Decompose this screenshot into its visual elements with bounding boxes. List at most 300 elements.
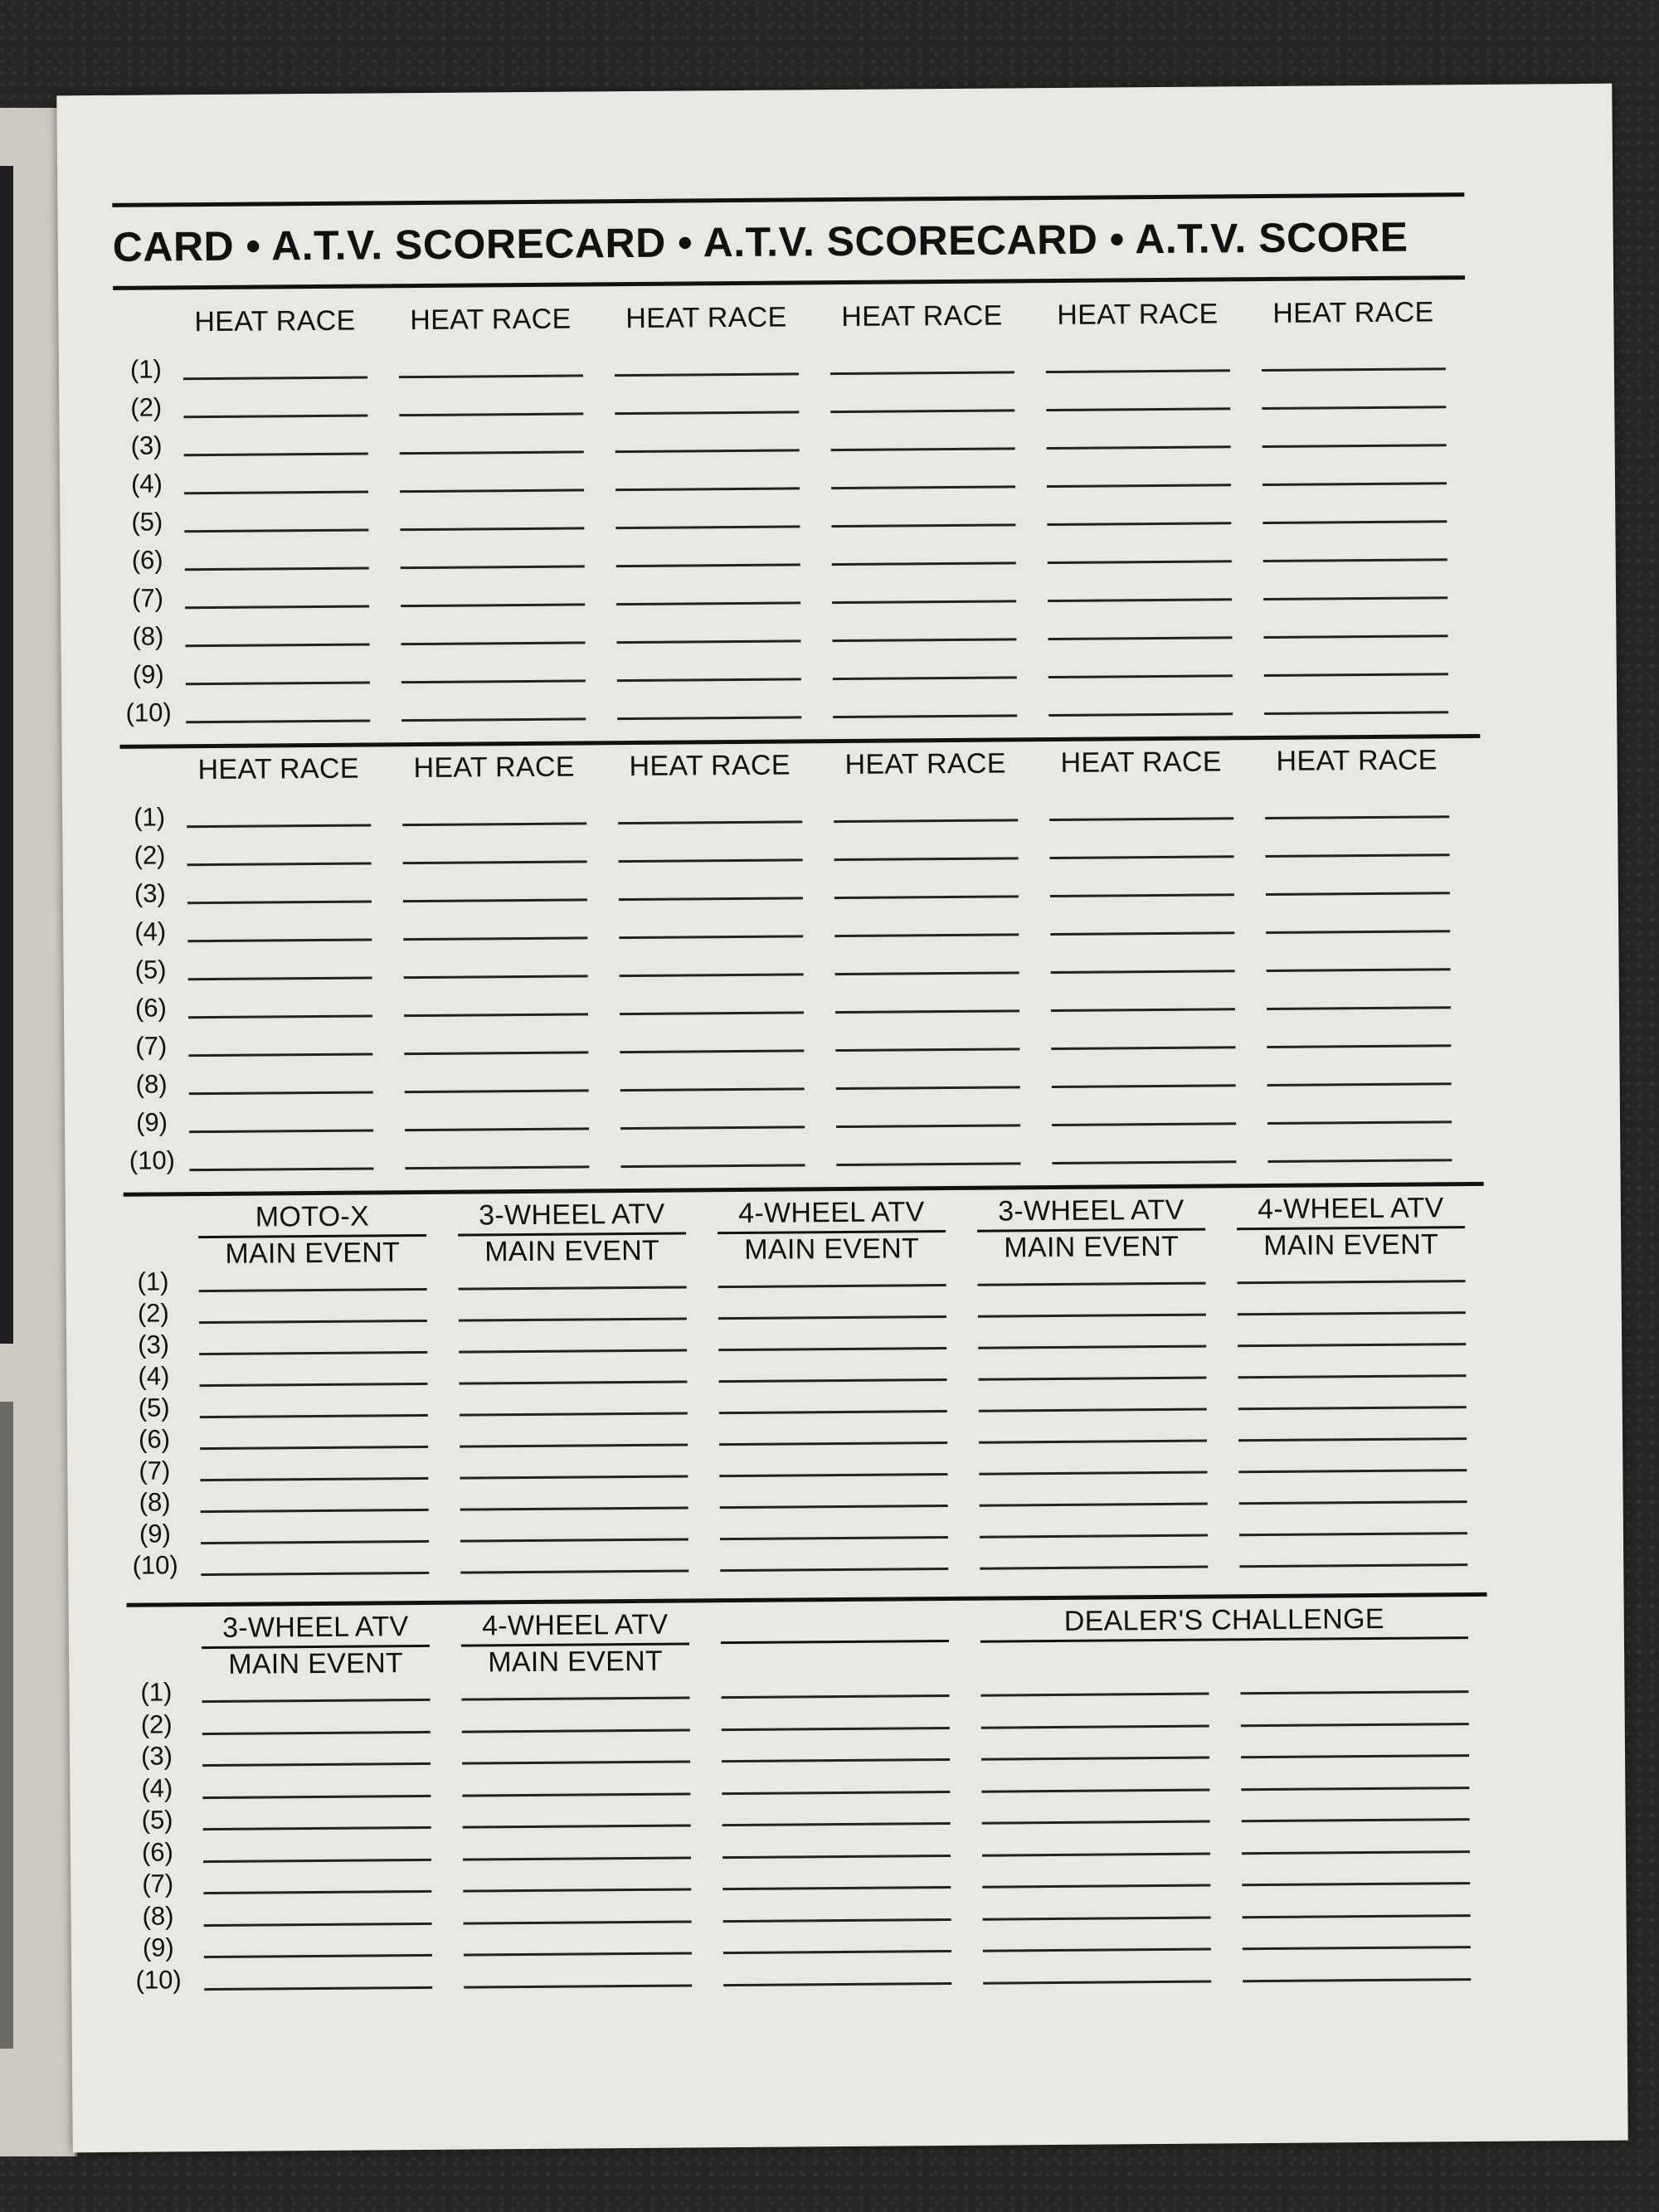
entry-line[interactable] xyxy=(199,1351,427,1355)
entry-line[interactable] xyxy=(185,605,369,609)
column-3-1 xyxy=(198,1200,430,1608)
row-number: (4) xyxy=(130,469,163,498)
entry-line[interactable] xyxy=(619,858,803,863)
entry-line[interactable] xyxy=(189,1129,373,1133)
entry-line[interactable] xyxy=(720,1536,948,1540)
entry-line[interactable] xyxy=(189,1167,373,1171)
entry-line[interactable] xyxy=(1263,634,1447,639)
entry-line[interactable] xyxy=(400,489,584,493)
column-title: HEAT RACE xyxy=(629,749,791,783)
entry-line[interactable] xyxy=(618,820,802,824)
entry-line[interactable] xyxy=(1266,853,1450,858)
entry-line[interactable] xyxy=(722,1758,950,1762)
entry-line[interactable] xyxy=(463,1856,691,1860)
entry-line[interactable] xyxy=(405,1089,589,1093)
entry-line[interactable] xyxy=(979,1471,1207,1475)
entry-line[interactable] xyxy=(204,1986,432,1990)
column-2-4 xyxy=(834,747,1021,1205)
column-title: DEALER'S CHALLENGE xyxy=(980,1602,1468,1643)
row-number: (2) xyxy=(140,1709,173,1739)
entry-line[interactable] xyxy=(399,412,583,416)
entry-line[interactable] xyxy=(834,933,1019,937)
entry-line[interactable] xyxy=(723,1981,951,1986)
entry-line[interactable] xyxy=(460,1475,688,1479)
entry-line[interactable] xyxy=(723,1950,951,1954)
entry-line[interactable] xyxy=(1267,1121,1452,1125)
entry-line[interactable] xyxy=(1239,1563,1467,1568)
entry-line[interactable] xyxy=(617,716,801,720)
column-title: HEAT RACE xyxy=(625,301,787,335)
column-title: 3-WHEEL ATV xyxy=(202,1611,430,1649)
entry-line[interactable] xyxy=(718,1378,946,1383)
entry-line[interactable] xyxy=(183,376,367,380)
entry-line[interactable] xyxy=(835,1048,1019,1052)
entry-line[interactable] xyxy=(720,1568,948,1572)
column-title: 3-WHEEL ATV xyxy=(458,1198,686,1236)
entry-line[interactable] xyxy=(836,1162,1020,1166)
entry-line[interactable] xyxy=(833,676,1017,680)
entry-line[interactable] xyxy=(615,372,799,377)
entry-line[interactable] xyxy=(201,1572,429,1576)
entry-line[interactable] xyxy=(1238,1406,1467,1410)
entry-line[interactable] xyxy=(183,414,367,418)
entry-line[interactable] xyxy=(400,527,584,531)
entry-line[interactable] xyxy=(400,450,584,455)
entry-line[interactable] xyxy=(615,525,800,529)
row-number: (4) xyxy=(141,1772,173,1803)
entry-line[interactable] xyxy=(1262,367,1446,372)
entry-line[interactable] xyxy=(1048,598,1232,602)
column-title: 4-WHEEL ATV xyxy=(718,1196,946,1234)
entry-line[interactable] xyxy=(1241,1787,1469,1791)
entry-line[interactable] xyxy=(722,1791,950,1795)
entry-line[interactable] xyxy=(464,1984,692,1988)
entry-line[interactable] xyxy=(185,643,369,647)
entry-line[interactable] xyxy=(983,1916,1211,1920)
entry-line[interactable] xyxy=(459,1349,687,1353)
entry-line[interactable] xyxy=(620,1011,804,1015)
column-title: MOTO-X xyxy=(198,1200,426,1238)
entry-line[interactable] xyxy=(1267,1159,1452,1163)
entry-line[interactable] xyxy=(722,1855,951,1859)
entry-line[interactable] xyxy=(202,1699,430,1703)
entry-line[interactable] xyxy=(1050,931,1234,936)
column-title: MAIN EVENT xyxy=(484,1234,660,1268)
entry-line[interactable] xyxy=(1242,1882,1470,1886)
entry-line[interactable] xyxy=(981,1788,1209,1792)
entry-line[interactable] xyxy=(184,452,368,456)
column-title: HEAT RACE xyxy=(844,747,1006,780)
entry-line[interactable] xyxy=(1052,1084,1236,1088)
row-number: (2) xyxy=(130,392,163,422)
entry-line[interactable] xyxy=(1239,1532,1467,1536)
entry-line[interactable] xyxy=(1049,817,1233,821)
entry-line[interactable] xyxy=(203,1858,431,1862)
row-number: (9) xyxy=(132,659,164,689)
entry-line[interactable] xyxy=(720,1505,948,1509)
entry-line[interactable] xyxy=(620,1125,805,1130)
entry-line[interactable] xyxy=(836,1124,1020,1128)
row-number: (1) xyxy=(129,354,162,384)
entry-line[interactable] xyxy=(201,1540,429,1544)
entry-line[interactable] xyxy=(405,1127,589,1131)
entry-line[interactable] xyxy=(718,1315,946,1320)
entry-line[interactable] xyxy=(1267,1006,1451,1010)
entry-line[interactable] xyxy=(617,678,801,682)
entry-line[interactable] xyxy=(1240,1690,1468,1694)
entry-line[interactable] xyxy=(834,895,1019,899)
entry-line[interactable] xyxy=(1262,444,1447,448)
column-title: MAIN EVENT xyxy=(744,1232,920,1266)
entry-line[interactable] xyxy=(1241,1723,1469,1727)
entry-line[interactable] xyxy=(402,822,586,826)
entry-line[interactable] xyxy=(1046,407,1230,411)
entry-line[interactable] xyxy=(620,1164,805,1168)
column-title: HEAT RACE xyxy=(197,752,359,786)
column-title: MAIN EVENT xyxy=(225,1237,401,1270)
entry-line[interactable] xyxy=(1051,1008,1235,1012)
entry-line[interactable] xyxy=(616,601,800,605)
facing-page-grey-image xyxy=(0,1402,13,2049)
entry-line[interactable] xyxy=(832,600,1016,604)
entry-line[interactable] xyxy=(719,1473,947,1477)
entry-line[interactable] xyxy=(201,1509,429,1513)
entry-line[interactable] xyxy=(1048,712,1233,717)
entry-line[interactable] xyxy=(1243,1946,1471,1950)
entry-line[interactable] xyxy=(460,1412,688,1416)
entry-line[interactable] xyxy=(978,1314,1206,1318)
entry-line[interactable] xyxy=(464,1920,692,1924)
column-3-3 xyxy=(718,1196,949,1604)
column-4-3 xyxy=(721,1607,952,2019)
column-title: MAIN EVENT xyxy=(228,1647,404,1680)
row-number: (6) xyxy=(141,1836,173,1867)
entry-line[interactable] xyxy=(979,1408,1207,1412)
entry-line[interactable] xyxy=(1050,855,1234,859)
entry-line[interactable] xyxy=(459,1286,687,1290)
row-number: (4) xyxy=(134,916,167,946)
entry-line[interactable] xyxy=(404,1051,588,1055)
entry-line[interactable] xyxy=(1263,558,1447,562)
entry-line[interactable] xyxy=(185,566,369,571)
entry-line[interactable] xyxy=(462,1760,690,1764)
row-number: (5) xyxy=(138,1393,170,1422)
entry-line[interactable] xyxy=(187,938,372,942)
entry-line[interactable] xyxy=(459,1317,687,1321)
entry-line[interactable] xyxy=(978,1282,1206,1286)
row-number: (3) xyxy=(130,430,163,460)
row-number: (3) xyxy=(140,1741,173,1771)
entry-line[interactable] xyxy=(1047,484,1231,488)
entry-line[interactable] xyxy=(1267,968,1451,972)
entry-line[interactable] xyxy=(399,374,583,378)
entry-line[interactable] xyxy=(203,1826,431,1830)
entry-line[interactable] xyxy=(619,897,803,901)
entry-line[interactable] xyxy=(462,1792,690,1796)
row-number: (10) xyxy=(132,1550,178,1580)
entry-line[interactable] xyxy=(615,411,799,415)
entry-line[interactable] xyxy=(189,1091,373,1095)
entry-line[interactable] xyxy=(204,1954,432,1958)
entry-line[interactable] xyxy=(460,1538,688,1542)
entry-line[interactable] xyxy=(460,1443,688,1447)
entry-line[interactable] xyxy=(981,1757,1209,1761)
entry-line[interactable] xyxy=(202,1730,431,1734)
row-number: (7) xyxy=(142,1869,174,1898)
entry-line[interactable] xyxy=(404,1013,588,1017)
entry-line[interactable] xyxy=(836,1086,1020,1090)
header-bottom-rule xyxy=(113,275,1465,290)
entry-line[interactable] xyxy=(462,1728,690,1733)
entry-line[interactable] xyxy=(1048,674,1233,678)
entry-line[interactable] xyxy=(1243,1978,1471,1982)
entry-line[interactable] xyxy=(204,1922,432,1926)
entry-line[interactable] xyxy=(184,490,368,494)
entry-line[interactable] xyxy=(619,935,803,939)
row-number: (10) xyxy=(129,1145,176,1175)
column-title: HEAT RACE xyxy=(1276,744,1438,777)
entry-line[interactable] xyxy=(403,898,587,902)
entry-line[interactable] xyxy=(401,565,585,569)
column-title: 4-WHEEL ATV xyxy=(461,1608,689,1646)
entry-line[interactable] xyxy=(1052,1122,1236,1126)
entry-line[interactable] xyxy=(620,1087,805,1091)
entry-line[interactable] xyxy=(1048,560,1232,564)
entry-line[interactable] xyxy=(982,1852,1210,1856)
entry-line[interactable] xyxy=(834,857,1019,861)
entry-line[interactable] xyxy=(979,1440,1207,1444)
row-number: (1) xyxy=(137,1266,169,1296)
entry-line[interactable] xyxy=(832,638,1016,642)
entry-line[interactable] xyxy=(1239,1500,1467,1505)
entry-line[interactable] xyxy=(620,973,804,977)
entry-line[interactable] xyxy=(1051,1046,1235,1050)
column-3-4 xyxy=(977,1194,1209,1602)
header-top-rule xyxy=(112,192,1464,207)
row-number: (8) xyxy=(135,1069,168,1099)
column-1-2 xyxy=(398,303,586,761)
row-number: (1) xyxy=(140,1677,173,1707)
entry-line[interactable] xyxy=(464,1952,692,1956)
entry-line[interactable] xyxy=(202,1762,431,1767)
column-1-3 xyxy=(614,301,801,759)
entry-line[interactable] xyxy=(463,1824,691,1828)
entry-line[interactable] xyxy=(830,371,1014,375)
row-number: (5) xyxy=(131,507,163,537)
column-title: HEAT RACE xyxy=(1060,746,1222,779)
entry-line[interactable] xyxy=(401,679,586,683)
entry-line[interactable] xyxy=(188,1014,372,1018)
entry-line[interactable] xyxy=(1050,893,1234,897)
section-2 xyxy=(120,744,1484,1219)
row-number: (6) xyxy=(138,1424,171,1454)
entry-line[interactable] xyxy=(463,1888,691,1892)
entry-line[interactable] xyxy=(830,409,1014,413)
entry-line[interactable] xyxy=(978,1345,1206,1349)
column-3-5 xyxy=(1237,1192,1468,1600)
row-number: (6) xyxy=(134,993,168,1023)
entry-line[interactable] xyxy=(403,936,587,941)
entry-line[interactable] xyxy=(980,1503,1208,1507)
column-title: HEAT RACE xyxy=(1057,298,1219,331)
column-title: 4-WHEEL ATV xyxy=(1237,1192,1465,1230)
entry-line[interactable] xyxy=(187,824,371,828)
row-number: (6) xyxy=(131,545,163,575)
entry-line[interactable] xyxy=(980,1534,1208,1539)
column-title: HEAT RACE xyxy=(413,751,575,785)
row-number: (9) xyxy=(135,1107,168,1137)
entry-line[interactable] xyxy=(722,1822,951,1826)
entry-line[interactable] xyxy=(718,1347,946,1351)
entry-line[interactable] xyxy=(1262,520,1447,524)
entry-line[interactable] xyxy=(199,1320,427,1324)
entry-line[interactable] xyxy=(1264,673,1448,677)
row-number: (10) xyxy=(125,698,172,727)
entry-line[interactable] xyxy=(187,862,372,866)
entry-line[interactable] xyxy=(1265,815,1449,819)
entry-line[interactable] xyxy=(723,1918,951,1923)
entry-line[interactable] xyxy=(202,1794,431,1798)
entry-line[interactable] xyxy=(834,819,1018,823)
row-number: (1) xyxy=(134,802,166,832)
entry-line[interactable] xyxy=(719,1410,947,1414)
row-number: (7) xyxy=(135,1031,168,1061)
row-number: (8) xyxy=(142,1900,174,1931)
entry-line[interactable] xyxy=(1047,445,1231,450)
entry-line[interactable] xyxy=(200,1477,428,1481)
entry-line[interactable] xyxy=(404,975,588,979)
entry-line[interactable] xyxy=(1238,1311,1466,1315)
entry-line[interactable] xyxy=(1241,1754,1469,1758)
entry-line[interactable] xyxy=(831,447,1015,451)
entry-line[interactable] xyxy=(1267,1044,1451,1048)
entry-line[interactable] xyxy=(832,562,1016,566)
entry-line[interactable] xyxy=(1238,1343,1466,1347)
entry-line[interactable] xyxy=(184,528,368,532)
section-3 xyxy=(124,1192,1487,1617)
entry-line[interactable] xyxy=(833,714,1017,718)
entry-line[interactable] xyxy=(835,1009,1019,1014)
entry-line[interactable] xyxy=(200,1446,428,1450)
column-3-2 xyxy=(458,1198,689,1606)
entry-line[interactable] xyxy=(1243,1914,1471,1918)
entry-line[interactable] xyxy=(1051,970,1235,974)
column-1-6 xyxy=(1261,296,1448,754)
entry-line[interactable] xyxy=(722,1886,951,1890)
entry-line[interactable] xyxy=(200,1414,428,1418)
entry-line[interactable] xyxy=(1262,406,1446,410)
entry-line[interactable] xyxy=(203,1890,431,1894)
entry-line[interactable] xyxy=(401,717,586,722)
entry-line[interactable] xyxy=(719,1441,947,1446)
entry-line[interactable] xyxy=(721,1694,949,1699)
entry-line[interactable] xyxy=(615,487,800,491)
entry-line[interactable] xyxy=(1052,1160,1236,1164)
column-title: MAIN EVENT xyxy=(1004,1230,1180,1264)
entry-line[interactable] xyxy=(1046,369,1230,373)
entry-line[interactable] xyxy=(980,1566,1208,1570)
row-number: (8) xyxy=(132,621,164,651)
entry-line[interactable] xyxy=(186,681,370,685)
column-1-5 xyxy=(1045,298,1233,756)
entry-line[interactable] xyxy=(460,1569,688,1573)
entry-line[interactable] xyxy=(615,449,800,453)
section-1 xyxy=(116,296,1480,771)
row-number: (3) xyxy=(134,878,166,908)
entry-line[interactable] xyxy=(835,971,1019,975)
column-2-2 xyxy=(402,751,590,1208)
row-number: (7) xyxy=(131,583,164,613)
entry-line[interactable] xyxy=(1263,596,1447,600)
row-number: (7) xyxy=(139,1456,171,1485)
entry-line[interactable] xyxy=(983,1948,1211,1952)
entry-line[interactable] xyxy=(1266,930,1450,934)
column-2-3 xyxy=(618,749,805,1207)
entry-line[interactable] xyxy=(1238,1280,1466,1284)
column-title: MAIN EVENT xyxy=(1263,1228,1439,1262)
row-number: (10) xyxy=(135,1964,182,1995)
entry-line[interactable] xyxy=(461,1696,689,1700)
entry-line[interactable] xyxy=(188,1053,372,1057)
entry-line[interactable] xyxy=(1238,1469,1467,1473)
column-title: HEAT RACE xyxy=(841,299,1003,333)
entry-line[interactable] xyxy=(401,641,585,645)
entry-line[interactable] xyxy=(188,976,372,980)
entry-line[interactable] xyxy=(199,1383,427,1387)
entry-line[interactable] xyxy=(460,1506,688,1510)
entry-line[interactable] xyxy=(459,1380,687,1384)
entry-line[interactable] xyxy=(616,639,800,644)
row-number: (5) xyxy=(134,955,167,984)
entry-line[interactable] xyxy=(1262,482,1447,486)
entry-line[interactable] xyxy=(1047,522,1231,526)
entry-line[interactable] xyxy=(980,1693,1209,1697)
entry-line[interactable] xyxy=(1048,636,1232,640)
entry-line[interactable] xyxy=(718,1284,946,1288)
entry-line[interactable] xyxy=(831,485,1015,489)
entry-line[interactable] xyxy=(1264,711,1448,715)
entry-line[interactable] xyxy=(1242,1850,1470,1855)
entry-line[interactable] xyxy=(978,1377,1206,1381)
entry-line[interactable] xyxy=(722,1727,950,1731)
entry-line[interactable] xyxy=(401,603,585,607)
entry-line[interactable] xyxy=(405,1165,589,1169)
column-title: HEAT RACE xyxy=(194,304,356,338)
section-4 xyxy=(127,1602,1491,2032)
entry-line[interactable] xyxy=(1238,1374,1466,1378)
entry-line[interactable] xyxy=(1238,1437,1467,1441)
entry-line[interactable] xyxy=(982,1821,1210,1825)
entry-line[interactable] xyxy=(981,1724,1209,1728)
entry-line[interactable] xyxy=(1267,1082,1452,1087)
column-4-4 xyxy=(980,1602,1472,2017)
entry-line[interactable] xyxy=(1266,892,1450,896)
entry-line[interactable] xyxy=(616,563,800,567)
entry-line[interactable] xyxy=(403,860,587,864)
column-1-4 xyxy=(830,299,1017,757)
entry-line[interactable] xyxy=(620,1049,804,1053)
entry-line[interactable] xyxy=(186,719,370,723)
column-title xyxy=(721,1607,949,1644)
column-title: HEAT RACE xyxy=(410,303,572,337)
entry-line[interactable] xyxy=(983,1980,1211,1984)
entry-line[interactable] xyxy=(1242,1818,1470,1822)
entry-line[interactable] xyxy=(831,523,1015,527)
row-number: (4) xyxy=(138,1361,170,1391)
entry-line[interactable] xyxy=(982,1884,1210,1889)
entry-line[interactable] xyxy=(199,1288,427,1292)
entry-line[interactable] xyxy=(187,900,372,904)
